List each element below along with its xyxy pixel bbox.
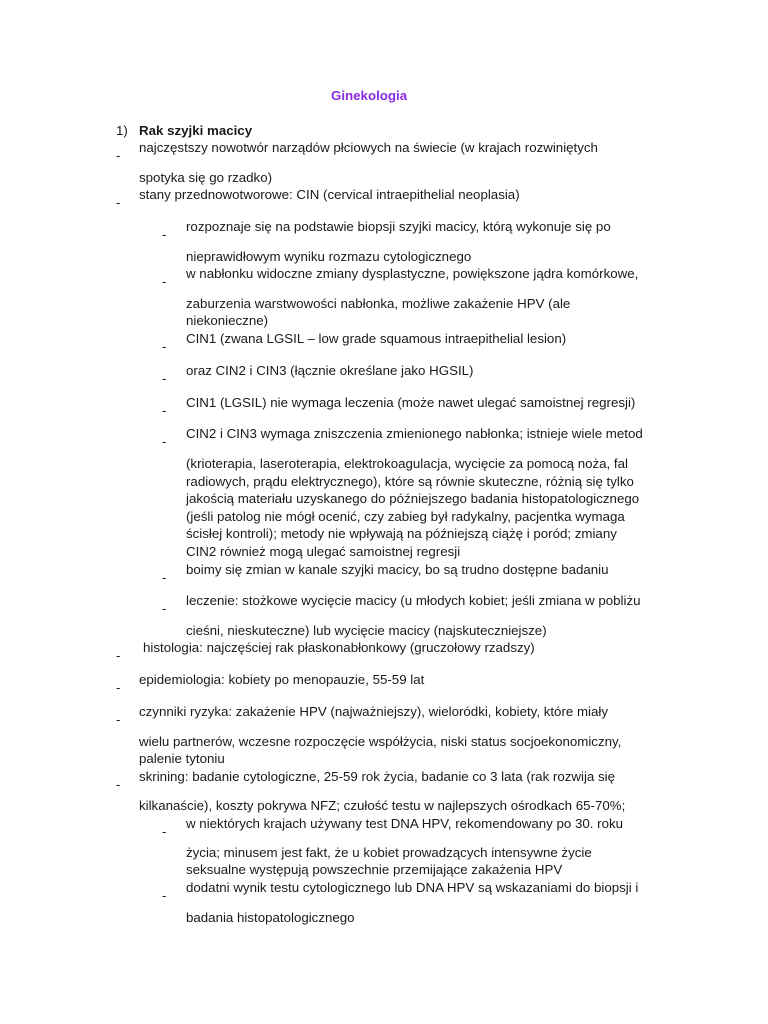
- text-line: nieprawidłowym wyniku rozmazu cytologicznego: [186, 249, 472, 264]
- bullet-dash: -: [162, 227, 167, 242]
- text-line: czynniki ryzyka: zakażenie HPV (najważniejszy), wieloródki, kobiety, które miały: [139, 704, 609, 719]
- text-line: CIN1 (LGSIL) nie wymaga leczenia (może nawet ulegać samoistnej regresji): [186, 395, 636, 410]
- text-line: oraz CIN2 i CIN3 (łącznie określane jako HGSIL): [186, 363, 474, 378]
- text-line: najczęstszy nowotwór narządów płciowych na świecie (w krajach rozwiniętych: [139, 140, 598, 155]
- bullet-dash: -: [116, 148, 121, 163]
- text-line: życia; minusem jest fakt, że u kobiet prowadzących intensywne życie: [186, 845, 592, 860]
- bullet-dash: -: [116, 777, 121, 792]
- text-line: ścisłej kontroli); metody nie wpływają na późniejszą ciążę i poród; zmiany: [186, 526, 617, 541]
- bullet-dash: -: [116, 195, 121, 210]
- text-line: rozpoznaje się na podstawie biopsji szyjki macicy, którą wykonuje się po: [186, 219, 611, 234]
- text-line: cieśni, nieskuteczne) lub wycięcie macicy (najskuteczniejsze): [186, 623, 547, 638]
- bullet-dash: -: [162, 570, 167, 585]
- text-line: kilkanaście), koszty pokrywa NFZ; czułość testu w najlepszych ośrodkach 65-70%;: [139, 798, 626, 813]
- text-line: CIN2 i CIN3 wymaga zniszczenia zmienionego nabłonka; istnieje wiele metod: [186, 426, 643, 441]
- bullet-dash: -: [162, 434, 167, 449]
- text-line: (krioterapia, laseroterapia, elektrokoagulacja, wycięcie za pomocą noża, fal: [186, 456, 628, 471]
- text-line: epidemiologia: kobiety po menopauzie, 55-59 lat: [139, 672, 425, 687]
- bullet-dash: -: [162, 888, 167, 903]
- bullet-dash: -: [116, 680, 121, 695]
- bullet-dash: -: [162, 601, 167, 616]
- bullet-dash: -: [162, 274, 167, 289]
- text-line: leczenie: stożkowe wycięcie macicy (u młodych kobiet; jeśli zmiana w pobliżu: [186, 593, 641, 608]
- text-line: jakością materiału uzyskanego do późniejszego badania histopatologicznego: [186, 491, 640, 506]
- text-line: histologia: najczęściej rak płaskonabłonkowy (gruczołowy rzadszy): [143, 640, 535, 655]
- text-line: radiowych, prądu elektrycznego), które są równie skuteczne, różnią się tylko: [186, 474, 634, 489]
- bullet-dash: -: [162, 403, 167, 418]
- text-line: spotyka się go rzadko): [139, 170, 273, 185]
- text-line: w nabłonku widoczne zmiany dysplastyczne, powiększone jądra komórkowe,: [186, 266, 639, 281]
- text-line: boimy się zmian w kanale szyjki macicy, bo są trudno dostępne badaniu: [186, 562, 609, 577]
- text-line: palenie tytoniu: [139, 751, 225, 766]
- document-title: Ginekologia: [331, 88, 408, 103]
- text-line: dodatni wynik testu cytologicznego lub DNA HPV są wskazaniami do biopsji i: [186, 880, 639, 895]
- bullet-dash: -: [116, 712, 121, 727]
- text-line: CIN1 (zwana LGSIL – low grade squamous intraepithelial lesion): [186, 331, 567, 346]
- bullet-dash: -: [116, 648, 121, 663]
- text-line: (jeśli patolog nie mógł ocenić, czy zabieg był radykalny, pacjentka wymaga: [186, 509, 625, 524]
- text-line: zaburzenia warstwowości nabłonka, możliwe zakażenie HPV (ale: [186, 296, 571, 311]
- section-title: Rak szyjki macicy: [139, 123, 253, 138]
- bullet-dash: -: [162, 339, 167, 354]
- bullet-dash: -: [162, 824, 167, 839]
- text-line: seksualne występują powszechnie przemijające zakażenia HPV: [186, 862, 563, 877]
- section-number: 1): [116, 123, 128, 138]
- text-line: CIN2 również mogą ulegać samoistnej regresji: [186, 544, 461, 559]
- text-line: skrining: badanie cytologiczne, 25-59 rok życia, badanie co 3 lata (rak rozwija się: [139, 769, 615, 784]
- text-line: badania histopatologicznego: [186, 910, 355, 925]
- bullet-dash: -: [162, 371, 167, 386]
- text-line: wielu partnerów, wczesne rozpoczęcie współżycia, niski status socjoekonomiczny,: [139, 734, 622, 749]
- text-line: stany przednowotworowe: CIN (cervical intraepithelial neoplasia): [139, 187, 520, 202]
- text-line: niekonieczne): [186, 313, 269, 328]
- text-line: w niektórych krajach używany test DNA HPV, rekomendowany po 30. roku: [186, 816, 624, 831]
